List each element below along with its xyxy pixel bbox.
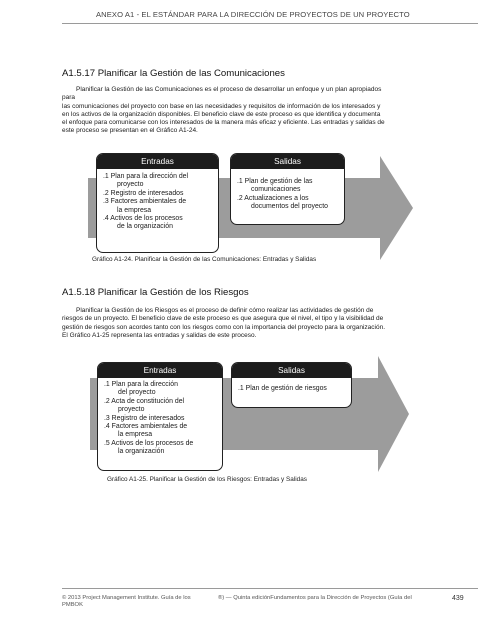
paragraph-line: este proceso se presentan en el Gráfico A1-24. [62, 127, 198, 135]
section-paragraph-risks [62, 307, 474, 340]
header-rule [62, 23, 478, 24]
input-item: .1 Plan para la dirección del proyecto [103, 173, 189, 189]
outputs-header: Salidas [232, 363, 351, 378]
footer-rule [62, 588, 478, 589]
input-item: .4 Factores ambientales de la empresa [104, 423, 188, 439]
inputs-list [98, 378, 222, 457]
inputs-box [97, 362, 223, 471]
paragraph-line: para [62, 94, 76, 102]
paragraph-line: El Gráfico A1-25 representa las entradas y salidas de este proceso. [62, 331, 257, 339]
paragraph-line: las comunicaciones del proyecto con base en las necesidades y requisitos de información de los interesados y [62, 102, 381, 110]
outputs-list [232, 378, 351, 393]
input-item: .2 Registro de interesados [103, 189, 184, 197]
page-number: 439 [452, 595, 464, 602]
output-item: .1 Plan de gestión de las comunicaciones [237, 178, 313, 194]
outputs-box [230, 153, 345, 225]
section-title-risks: A1.5.18 Planificar la Gestión de los Riesgos [62, 287, 249, 298]
input-item: .5 Activos de los procesos de la organización [104, 439, 194, 456]
inputs-list [97, 169, 218, 232]
footer-copyright: © 2013 Project Management Institute. Guía de los PMBOK [62, 595, 191, 608]
footer-title: ®) — Quinta ediciónFundamentos para la Dirección de Proyectos (Guía del [218, 595, 412, 601]
paragraph-line: Planificar la Gestión de las Comunicaciones es el proceso de desarrollar un enfoque y un plan apropiados [76, 86, 382, 93]
section-paragraph-communications [62, 86, 474, 136]
input-item: .1 Plan para la dirección del proyecto [104, 381, 178, 397]
input-item: .2 Acta de constitución del proyecto [104, 397, 185, 414]
paragraph-line: gestión de riesgos son acordes tanto con los riesgos como con la importancia del proyecto para la organización. [62, 323, 386, 331]
input-item: .3 Factores ambientales de la empresa [103, 198, 187, 214]
paragraph-line: el enfoque para comunicarse con los interesados de la manera más eficaz y eficiente. Las entradas y salidas de [62, 119, 385, 127]
figure-caption-a1-24: Gráfico A1-24. Planificar la Gestión de las Comunicaciones: Entradas y Salidas [92, 256, 317, 263]
inputs-header: Entradas [97, 154, 218, 169]
output-item: .2 Actualizaciones a los documentos del proyecto [237, 194, 328, 211]
paragraph-line: en los activos de la organización disponibles. El beneficio clave de este proceso es que identifica y documenta [62, 110, 381, 118]
inputs-header: Entradas [98, 363, 222, 378]
figure-caption-a1-25: Gráfico A1-25. Planificar la Gestión de los Riesgos: Entradas y Salidas [107, 476, 307, 483]
inputs-box [96, 153, 219, 253]
section-title-communications: A1.5.17 Planificar la Gestión de las Comunicaciones [62, 68, 285, 79]
input-item: .3 Registro de interesados [104, 414, 185, 422]
input-item: .4 Activos de los procesos de la organización [103, 215, 183, 231]
paragraph-line: riesgos de un proyecto. El beneficio clave de este proceso es que asegura que el nivel, el tipo y la visibilidad de [62, 315, 384, 323]
outputs-box [231, 362, 352, 408]
output-item: .1 Plan de gestión de riesgos [238, 385, 327, 392]
running-header: ANEXO A1 - EL ESTÁNDAR PARA LA DIRECCIÓN DE PROYECTOS DE UN PROYECTO [96, 10, 410, 19]
outputs-header: Salidas [231, 154, 344, 169]
paragraph-line: Planificar la Gestión de los Riesgos es el proceso de definir cómo realizar las actividades de gestión de [76, 307, 374, 314]
outputs-list [231, 169, 344, 212]
